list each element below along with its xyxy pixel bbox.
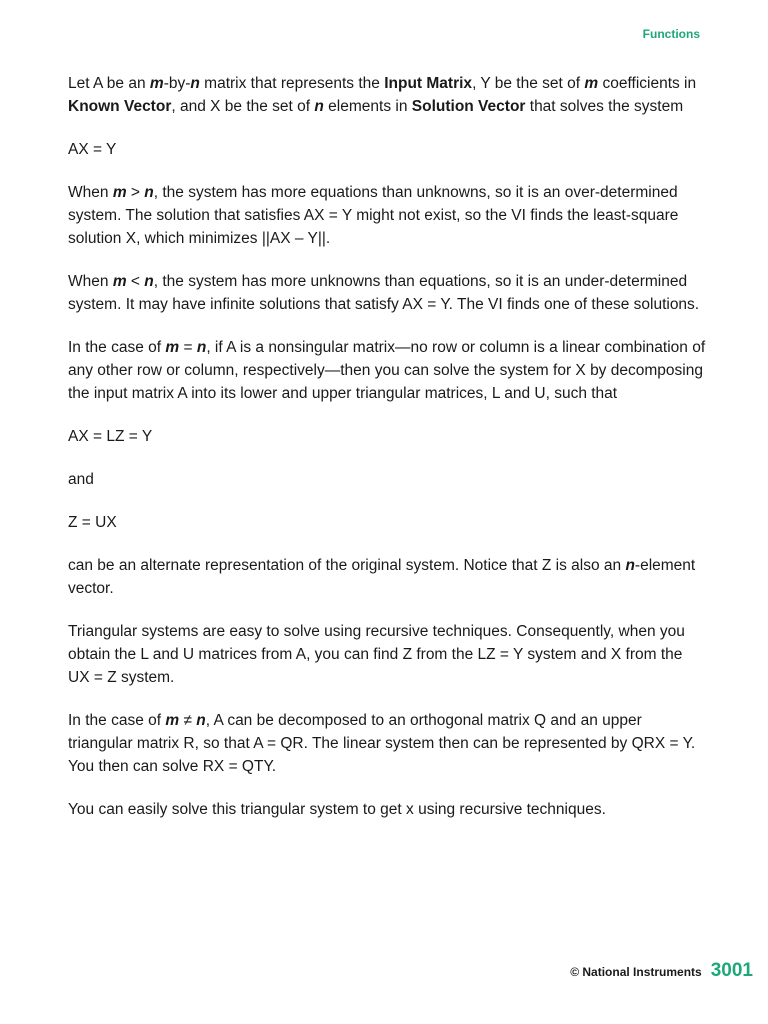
equation-z-ux: Z = UX — [68, 514, 117, 531]
paragraph-overdetermined: When m > n, the system has more equations than unknowns, so it is an over-determined system. The solution that satisfies AX = Y might not exist, so the VI finds the least-square solution X, which minimizes ||AX – Y||. — [68, 184, 679, 247]
page-footer — [570, 960, 753, 982]
equation-ax-y: AX = Y — [68, 141, 117, 158]
var-n: n — [144, 273, 154, 290]
var-n: n — [625, 557, 635, 574]
var-m: m — [112, 184, 127, 201]
conjunction-and: and — [68, 471, 94, 488]
var-m: m — [165, 712, 180, 729]
term-input-matrix: Input Matrix — [384, 75, 473, 92]
paragraph-nonsquare-case: In the case of m ≠ n, A can be decomposed to an orthogonal matrix Q and an upper triangular matrix R, so that A = QR. The linear system then can be represented by QRX = Y. You then can solve RX = QTY. — [68, 712, 696, 775]
term-known-vector: Known Vector — [68, 98, 172, 115]
var-n: n — [196, 712, 206, 729]
var-m: m — [149, 75, 164, 92]
var-n: n — [144, 184, 154, 201]
paragraph-alternate-representation: can be an alternate representation of the original system. Notice that Z is also an n-element vector. — [68, 557, 696, 597]
paragraph-definitions: Let A be an m-by-n matrix that represents the Input Matrix, Y be the set of m coefficients in Known Vector, and X be the set of n elements in Solution Vector that solves the system — [68, 75, 697, 115]
paragraph-square-case: In the case of m = n, if A is a nonsingular matrix—no row or column is a linear combination of any other row or column, respectively—then you can solve the system for X by decomposing the input matrix A into its lower and upper triangular matrices, L and U, such that — [68, 339, 706, 402]
paragraph-underdetermined: When m < n, the system has more unknowns than equations, so it is an under-determined system. It may have infinite solutions that satisfy AX = Y. The VI finds one of these solutions. — [68, 273, 700, 313]
paragraph-triangular-systems: Triangular systems are easy to solve using recursive techniques. Consequently, when you obtain the L and U matrices from A, you can find Z from the LZ = Y system and X from the UX = Z system. — [68, 623, 685, 686]
copyright-notice: © National Instruments — [570, 965, 702, 979]
equation-ax-lz-y: AX = LZ = Y — [68, 428, 153, 445]
var-m: m — [165, 339, 180, 356]
var-m: m — [112, 273, 127, 290]
page-number: 3001 — [710, 960, 753, 981]
var-m: m — [584, 75, 599, 92]
var-n: n — [196, 339, 207, 356]
var-n: n — [314, 98, 324, 115]
var-n: n — [190, 75, 200, 92]
section-header: Functions — [642, 27, 700, 41]
term-solution-vector: Solution Vector — [411, 98, 526, 115]
page-content — [68, 72, 708, 841]
paragraph-conclusion: You can easily solve this triangular system to get x using recursive techniques. — [68, 801, 606, 818]
